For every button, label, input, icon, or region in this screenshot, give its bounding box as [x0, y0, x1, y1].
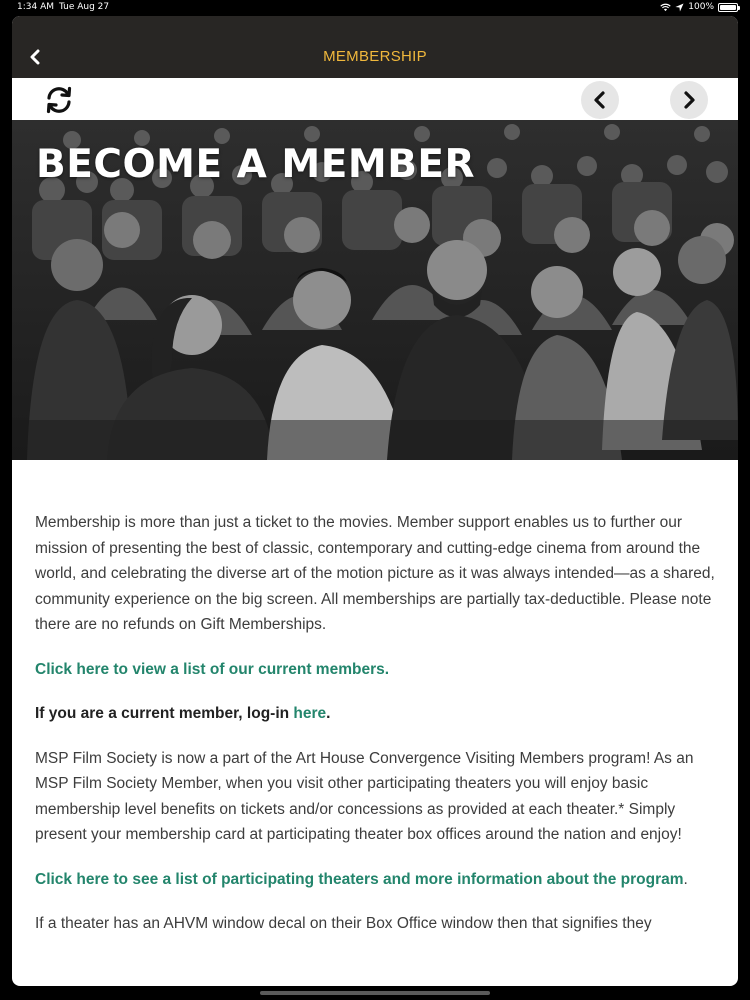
- page-content: [35, 510, 715, 956]
- next-page-button[interactable]: [670, 81, 708, 119]
- chevron-left-icon: [593, 90, 607, 110]
- login-suffix: .: [326, 705, 331, 722]
- refresh-button[interactable]: [40, 81, 78, 119]
- status-time: 1:34 AM: [17, 2, 54, 12]
- status-date: Tue Aug 27: [59, 2, 110, 12]
- home-indicator[interactable]: [260, 991, 490, 995]
- intro-paragraph: Membership is more than just a ticket to the movies. Member support enables us to further our mission of presenting the best of classic, contemporary and cutting-edge cinema from around the world, and celebrating the diverse art of the motion picture as it was always intended—as a shared, community experience on the big screen. All memberships are partially tax-deductible. Please note there are no refunds on Gift Memberships.: [35, 514, 715, 633]
- ahvm-paragraph: MSP Film Society is now a part of the Art House Convergence Visiting Members program! As an MSP Film Society Member, when you visit other participating theaters you will enjoy basic membership level benefits on tickets and/or concessions as provided at each theater.* Simply present your membership card at participating theater box offices around the nation and enjoy!: [35, 749, 694, 843]
- hero-title: BECOME A MEMBER: [36, 142, 476, 187]
- page-title: MEMBERSHIP: [323, 48, 427, 65]
- location-arrow-icon: [675, 3, 684, 12]
- login-prefix: If you are a current member, log-in: [35, 705, 294, 722]
- chevron-right-icon: [682, 90, 696, 110]
- nav-bar: [12, 16, 738, 78]
- status-icons: [660, 2, 738, 12]
- battery-percent: 100%: [688, 2, 714, 12]
- decal-paragraph: If a theater has an AHVM window decal on their Box Office window then that signifies they: [35, 915, 652, 932]
- previous-page-button[interactable]: [581, 81, 619, 119]
- wifi-icon: [660, 3, 671, 12]
- participating-theaters-link[interactable]: Click here to see a list of participating theaters and more information about the program: [35, 870, 684, 888]
- app-window: [12, 16, 738, 986]
- current-members-link[interactable]: Click here to view a list of our current members.: [35, 660, 390, 678]
- hero-banner: [12, 120, 738, 460]
- browser-toolbar: [12, 78, 738, 120]
- status-bar: [0, 0, 750, 16]
- login-link[interactable]: here: [293, 705, 327, 722]
- battery-icon: [718, 3, 738, 12]
- theaters-suffix: .: [683, 870, 688, 888]
- refresh-icon: [43, 84, 75, 116]
- login-paragraph: [35, 701, 715, 727]
